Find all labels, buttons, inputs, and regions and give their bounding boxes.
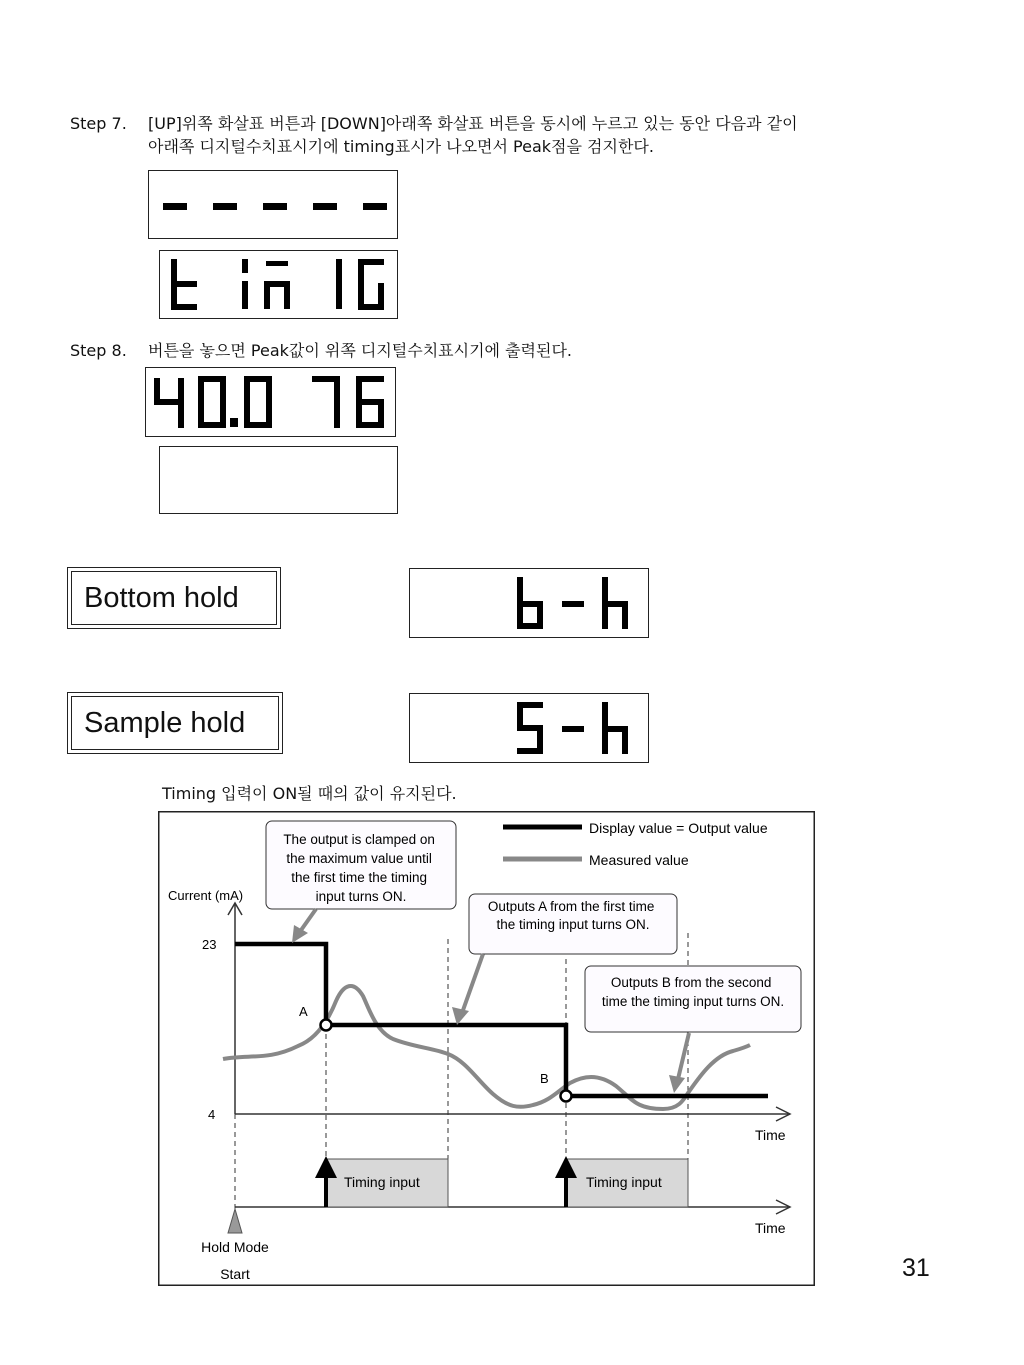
sample-hold-display (409, 693, 649, 763)
lower-display-step8 (159, 446, 398, 514)
step8-text-1: 버튼을 놓으면 Peak값이 위쪽 디지털수치표시기에 출력된다. (148, 341, 572, 360)
point-a-label: A (299, 1004, 308, 1019)
step7-text-1: [UP]위쪽 화살표 버튼과 [DOWN]아래쪽 화살표 버튼을 동시에 누르고 있는 동안 다음과 같이 (148, 114, 798, 133)
lower-display-step7 (159, 250, 398, 319)
time-label-lower: Time (755, 1220, 786, 1236)
timing-pulse-2-label: Timing input (586, 1174, 662, 1190)
step8-line1 (70, 339, 572, 362)
step8-label: Step 8. (70, 341, 127, 360)
bh-display-glyphs (410, 569, 647, 636)
point-a-marker (321, 1020, 332, 1031)
time-label-upper: Time (755, 1127, 786, 1143)
timing-pulse-1-label: Timing input (344, 1174, 420, 1190)
step7-line2: 아래쪽 디지털수치표시기에 timing표시가 나오면서 Peak점을 검지한다. (148, 137, 654, 156)
dashes-display (149, 171, 396, 237)
step7-line1 (70, 112, 798, 135)
peak-value-display (146, 368, 394, 435)
bottom-hold-display (409, 568, 649, 638)
point-b-label: B (540, 1071, 549, 1086)
sample-hold-label: Sample hold (71, 696, 279, 750)
callout-clamped-text: The output is clamped on the maximum value until the first time the timing input turns ON. (283, 832, 435, 904)
step7-label: Step 7. (70, 114, 127, 133)
sh-display-glyphs (410, 694, 647, 761)
y-tick-4: 4 (208, 1107, 216, 1122)
callout-output-a-text: Outputs A from the first time the timing input turns ON. (487, 899, 655, 932)
sample-hold-box (67, 692, 283, 754)
bottom-hold-box (67, 567, 281, 629)
legend-measured-label: Measured value (589, 852, 689, 868)
y-tick-23: 23 (202, 937, 217, 952)
point-b-marker (561, 1091, 572, 1102)
page-number: 31 (902, 1254, 930, 1282)
y-axis-label: Current (mA) (168, 888, 244, 903)
hold-start-label-1: Hold Mode (201, 1239, 269, 1255)
upper-display-step8 (145, 367, 396, 437)
timing-display (160, 251, 396, 317)
upper-display-step7 (148, 170, 398, 239)
callout-output-b-text: Outputs B from the second time the timing input turns ON. (601, 975, 785, 1009)
chart-frame (159, 812, 815, 1286)
sample-hold-caption: Timing 입력이 ON될 때의 값이 유지된다. (162, 784, 457, 803)
bottom-hold-label: Bottom hold (71, 571, 277, 625)
legend-display-label: Display value = Output value (589, 820, 768, 836)
sample-hold-chart (158, 811, 815, 1286)
hold-start-label-2: Start (220, 1266, 250, 1282)
